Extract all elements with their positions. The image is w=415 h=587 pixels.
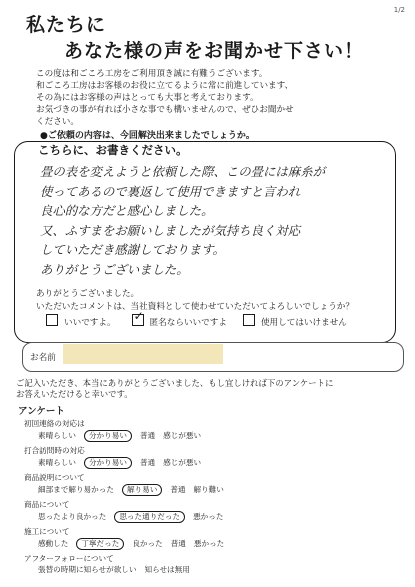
survey-option-selected[interactable]: 分かり易い (84, 430, 132, 442)
survey-option[interactable]: 素晴らしい (38, 431, 76, 440)
survey-option[interactable]: 知らせは無用 (144, 565, 190, 574)
handwritten-comment (40, 162, 395, 279)
option-label: 使用してはいけません (260, 318, 347, 328)
survey-note-line: ご記入いただき、本当にありがとうございました、もし宜しければ下のアンケートに (16, 378, 334, 388)
intro-text (36, 68, 406, 128)
survey-option[interactable]: 普通 (139, 458, 156, 467)
survey-option-selected[interactable]: 解り易い (122, 484, 162, 496)
permission-option-anonymous[interactable] (132, 309, 227, 328)
survey-option[interactable]: 悪かった (193, 539, 225, 548)
handwritten-line: 良心的な方だと感心しました。 (40, 203, 214, 218)
intro-line: この度は和ごころ工房をご利用頂き誠に有難うございます。 (36, 69, 268, 79)
permission-question: いただいたコメントは、当社資料として使わせていただいてよろしいでしょうか？ (36, 302, 354, 312)
survey-option[interactable]: 普通 (139, 431, 156, 440)
survey-option-selected[interactable]: 分かり易い (84, 457, 132, 469)
survey-option[interactable]: 感じが悪い (163, 431, 202, 440)
survey-question: 商品について (24, 500, 70, 509)
survey-option[interactable]: 細部まで解り易かった (38, 485, 114, 494)
survey-options (38, 484, 232, 496)
permission-option-no[interactable] (243, 314, 347, 328)
name-field-redacted[interactable] (63, 344, 223, 364)
comment-box-header: こちらに、お書きください。 (38, 143, 188, 157)
request-question: ●ご依頼の内容は、今回解決出来ましたでしょうか。 (40, 131, 255, 141)
checkbox-checked[interactable] (132, 309, 144, 326)
survey-option[interactable]: 解り難い (193, 485, 224, 494)
option-label: いいですよ。 (64, 318, 116, 328)
survey-option[interactable]: 悪かった (193, 512, 224, 521)
survey-options (38, 565, 198, 575)
thanks-text (36, 288, 354, 314)
survey-option[interactable]: 感動した (38, 539, 69, 548)
survey-question: アフターフォローについて (24, 554, 114, 563)
intro-line: ください。 (36, 117, 79, 127)
intro-line: その為にはお客様の声はとっても大事と考えております。 (36, 93, 259, 103)
thanks-line: ありがとうございました。 (36, 289, 140, 299)
name-label: お名前 (30, 353, 56, 363)
survey-note (16, 378, 333, 400)
handwritten-line: 使ってあるので裏返して使用できますと言われ (40, 183, 301, 199)
handwritten-line: ありがとうございました。 (40, 261, 189, 277)
option-label: 匿名ならいいですよ (149, 318, 227, 328)
checkbox[interactable] (243, 314, 255, 326)
survey-question: 施工について (24, 527, 70, 536)
survey-option[interactable]: 普通 (170, 485, 186, 494)
handwritten-line: 又、ふすまをお願いしましたが気持ち良く対応 (40, 222, 301, 238)
intro-line: 和ごころ工房はお客様のお役に立てるように常に前進しています、 (36, 81, 294, 91)
survey-options (38, 430, 209, 442)
survey-option-selected[interactable]: 思った通りだった (114, 511, 185, 523)
page-title-line1: 私たちに (26, 14, 107, 36)
survey-options (38, 457, 209, 469)
survey-options (38, 511, 231, 523)
survey-option[interactable]: 感じが悪い (163, 458, 202, 467)
handwritten-line: していただき感謝しております。 (40, 242, 225, 257)
survey-option[interactable]: 良かった (132, 539, 163, 548)
permission-option-ok[interactable] (46, 314, 116, 328)
permission-options (46, 309, 347, 328)
survey-title: アンケート (18, 406, 65, 417)
intro-line: お気づきの事が有れば小さな事でも構いませんので、ぜひお聞かせ (36, 105, 294, 115)
survey-question: 打合訪問時の対応 (24, 446, 85, 455)
survey-option[interactable]: 素晴らしい (38, 458, 76, 467)
page-number: 1/2 (393, 6, 405, 14)
check-icon: ✓ (133, 309, 144, 323)
page-title-line2: あなた様の声をお聞かせ下さい！ (64, 40, 365, 62)
handwritten-line: 畳の表を変えようと依頼した際、この畳には麻糸が (40, 164, 325, 179)
checkbox[interactable] (46, 314, 58, 326)
survey-option[interactable]: 張替の時期に知らせが欲しい (38, 565, 137, 574)
survey-option[interactable]: 思ったより良かった (38, 512, 107, 521)
survey-options (38, 538, 232, 550)
survey-option-selected[interactable]: 丁寧だった (76, 538, 124, 550)
survey-option[interactable]: 普通 (170, 539, 186, 548)
survey-question: 初回連絡の対応は (24, 419, 85, 428)
survey-note-line: お答えいただけると幸いです。 (16, 389, 133, 399)
survey-question: 商品説明について (24, 473, 85, 482)
